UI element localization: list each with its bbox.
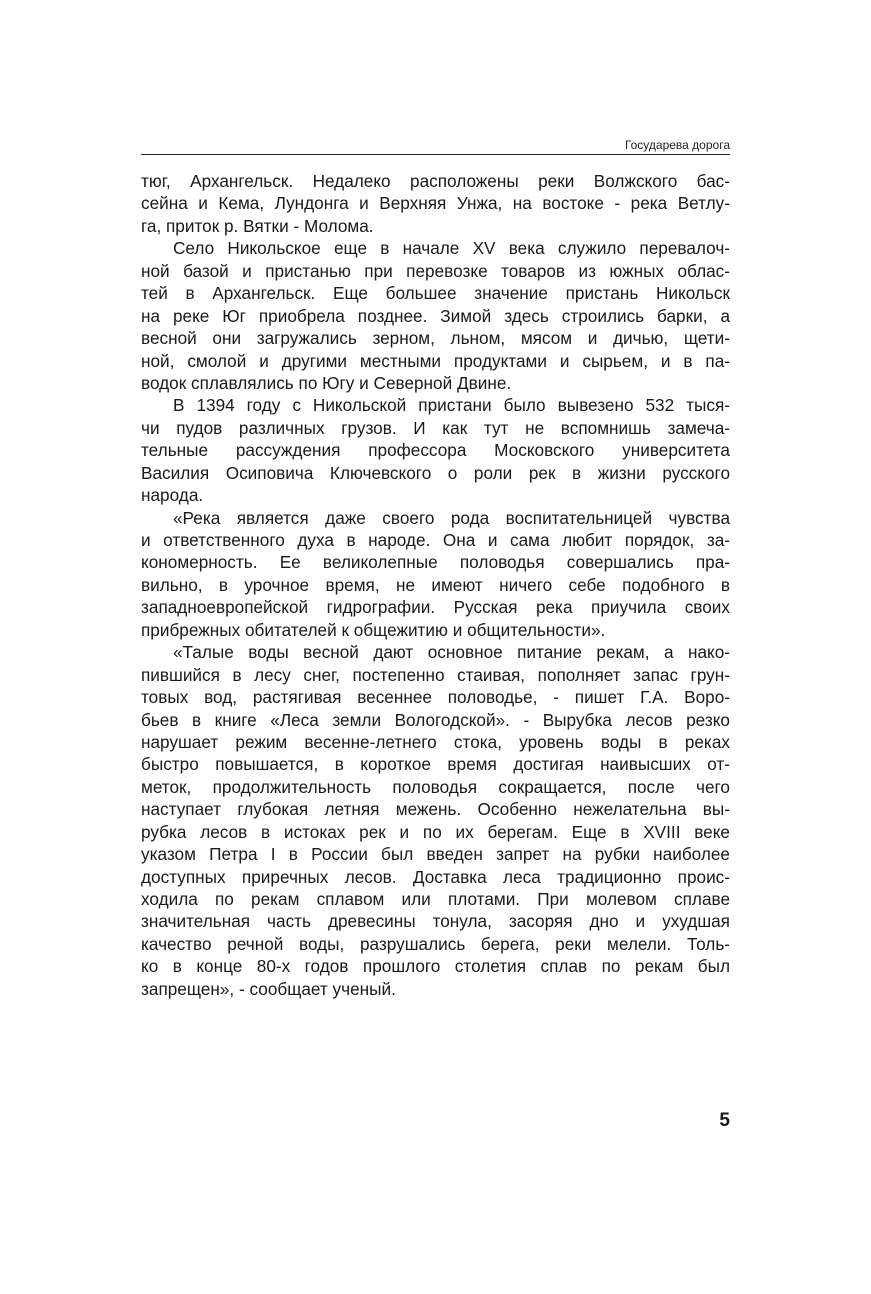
text-line: ходила по рекам сплавом или плотами. При молевом сплаве — [141, 889, 730, 909]
text-line: тюг, Архангельск. Недалеко расположены реки Волжского бас- — [141, 171, 730, 191]
text-line: чи пудов различных грузов. И как тут не вспомнишь замеча- — [141, 417, 730, 438]
text-line: га, приток р. Вятки - Молома. — [141, 215, 374, 236]
text-line: «Талые воды весной дают основное питание рекам, а нако- — [173, 642, 730, 663]
text-line: меток, продолжительность половодья сокращается, после чего — [141, 776, 730, 797]
text-line: на реке Юг приобрела позднее. Зимой здесь строились барки, а — [141, 305, 730, 326]
running-head-title: Государева дорога — [624, 138, 730, 152]
text-line: вильно, в урочное время, не имеют ничего себе подобного в — [141, 574, 730, 595]
text-line: кономерность. Ее великолепные половодья совершались пра- — [141, 552, 730, 573]
text-line: запрещен», - сообщает ученый. — [141, 978, 396, 999]
text-line: пившийся в лесу снег, постепенно стаивая, пополняет запас грун- — [141, 664, 730, 685]
text-line: доступных приречных лесов. Доставка леса традиционно проис- — [141, 866, 730, 887]
text-line: В 1394 году с Никольской пристани было вывезено 532 тыся- — [173, 395, 730, 416]
text-line: Василия Осиповича Ключевского о роли рек в жизни русского — [141, 462, 730, 483]
text-line: рубка лесов в истоках рек и по их берегам. Еще в XVIII веке — [141, 821, 730, 842]
text-line: западноевропейской гидрографии. Русская река приучила своих — [141, 597, 730, 618]
text-line: народа. — [141, 485, 204, 506]
text-line: Село Никольское еще в начале XV века служило перевалоч- — [173, 238, 730, 259]
text-line: сейна и Кема, Лундонга и Верхняя Унжа, на востоке - река Ветлу- — [141, 193, 730, 214]
text-line: быстро повышается, в короткое время достигая наивысших от- — [141, 754, 730, 775]
header-rule — [141, 154, 730, 155]
text-line: ной, смолой и другими местными продуктами и сырьем, и в па- — [141, 350, 730, 371]
body-text — [141, 170, 730, 1000]
text-line: «Река является даже своего рода воспитательницей чувства — [173, 507, 730, 528]
text-line: ко в конце 80-х годов прошлого столетия сплав по рекам был — [141, 956, 730, 977]
text-line: наступает глубокая летняя межень. Особенно нежелательна вы- — [141, 799, 730, 820]
page-number: 5 — [719, 1110, 730, 1131]
text-line: тельные рассуждения профессора Московского университета — [141, 440, 730, 461]
text-line: весной они загружались зерном, льном, мясом и дичью, щети- — [141, 328, 730, 349]
text-line: прибрежных обитателей к общежитию и общительности». — [141, 619, 606, 640]
text-line: качество речной воды, разрушались берега, реки мелели. Толь- — [141, 933, 730, 954]
text-line: значительная часть древесины тонула, засоряя дно и ухудшая — [141, 911, 730, 932]
text-line: ной базой и пристанью при перевозке товаров из южных облас- — [141, 260, 730, 281]
text-line: тей в Архангельск. Еще большее значение пристань Никольск — [141, 283, 730, 304]
text-line: бьев в книге «Леса земли Вологодской». - Вырубка лесов резко — [141, 709, 730, 730]
text-line: и ответственного духа в народе. Она и сама любит порядок, за- — [141, 530, 730, 550]
text-line: водок сплавлялись по Югу и Северной Двине. — [141, 372, 512, 393]
text-line: нарушает режим весенне-летнего стока, уровень воды в реках — [141, 731, 730, 752]
text-line: указом Петра I в России был введен запрет на рубки наиболее — [141, 844, 730, 865]
text-line: товых вод, растягивая весеннее половодье, - пишет Г.А. Воро- — [141, 687, 730, 708]
